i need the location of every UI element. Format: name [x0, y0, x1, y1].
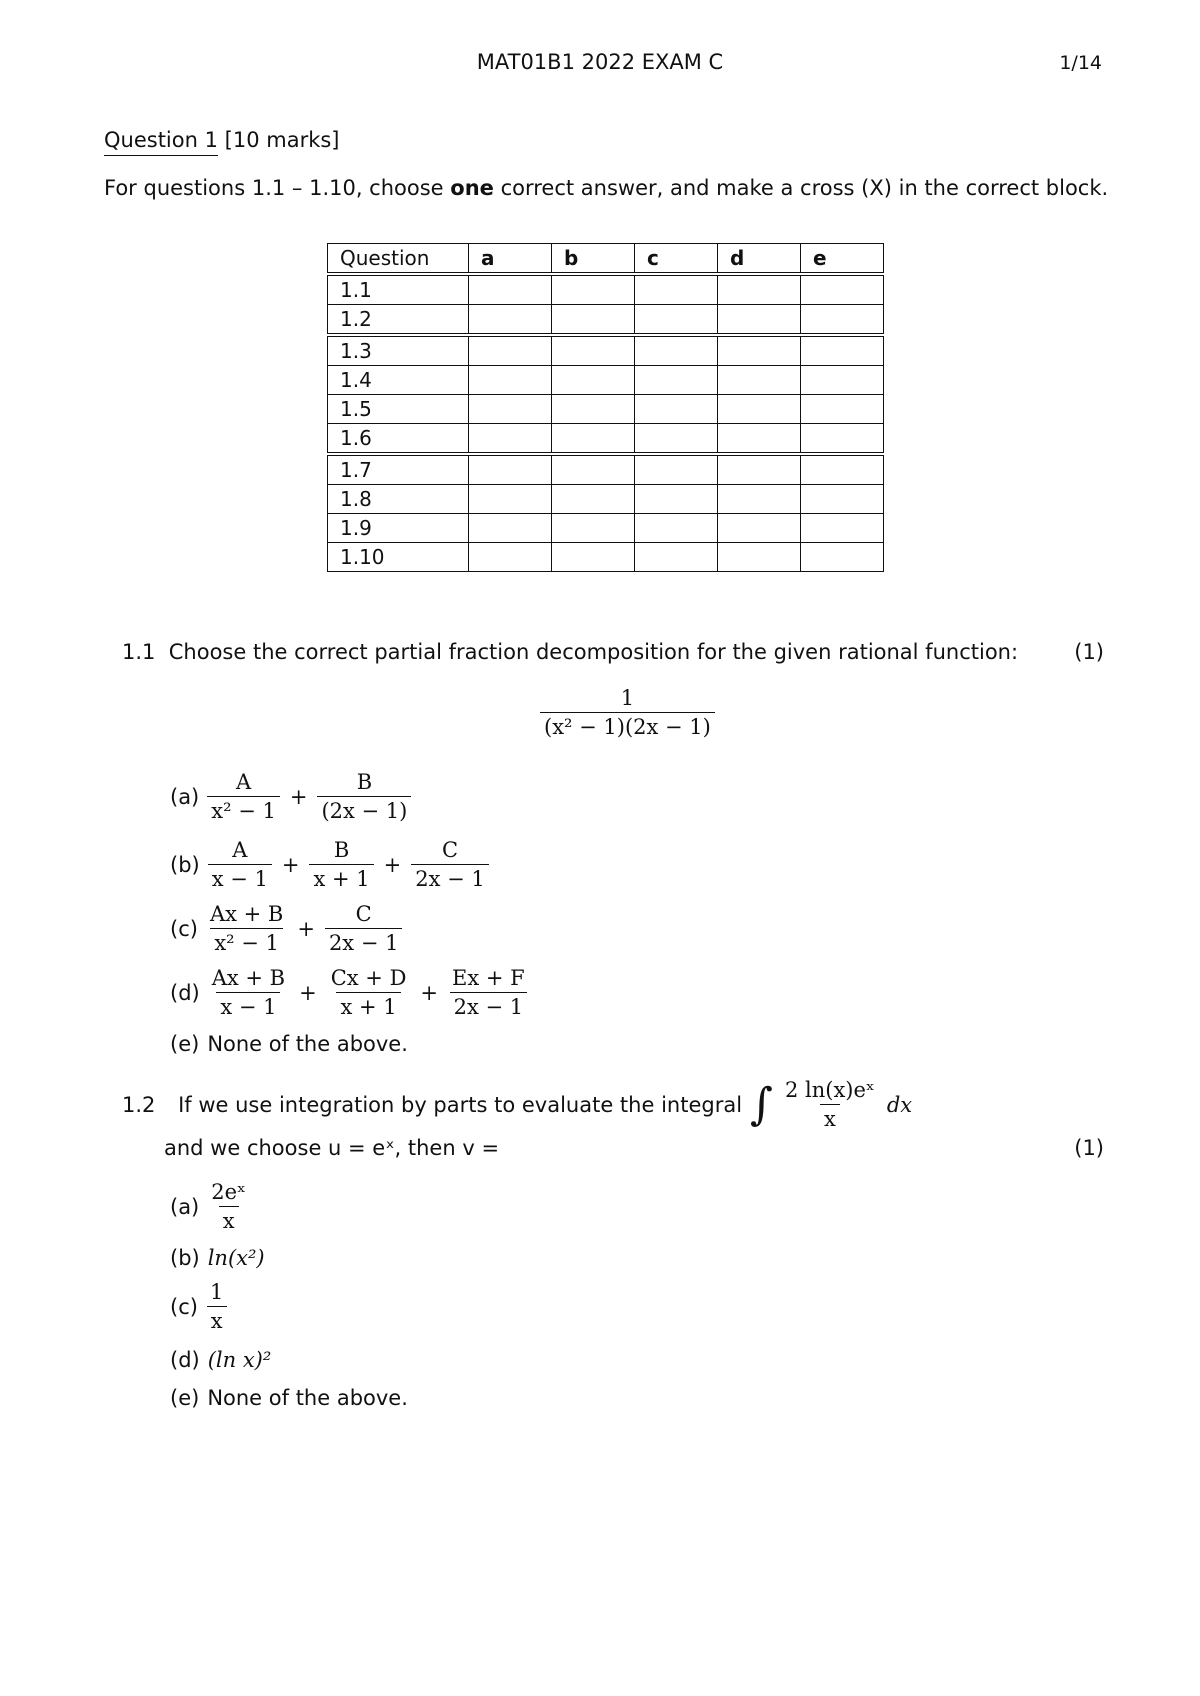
option-label: (e)	[170, 1032, 200, 1056]
answer-cell[interactable]	[718, 485, 801, 514]
fraction	[206, 902, 287, 955]
answer-cell[interactable]	[469, 543, 552, 572]
answer-cell[interactable]	[635, 424, 718, 455]
answer-cell[interactable]	[469, 454, 552, 485]
answer-cell[interactable]	[801, 543, 884, 572]
fraction-numerator: 2 ln(x)eˣ	[784, 1078, 875, 1102]
fraction	[317, 770, 411, 823]
answer-cell[interactable]	[552, 274, 635, 305]
plus-sign: +	[420, 980, 439, 1005]
answer-row	[328, 424, 884, 455]
fraction-numerator: B	[356, 770, 373, 794]
fraction-numerator: C	[441, 838, 459, 862]
fraction-denominator: x² − 1	[210, 928, 283, 955]
fraction	[207, 1180, 250, 1233]
q1-1-option-e[interactable]	[170, 1032, 408, 1056]
fraction	[309, 838, 373, 891]
q1-2-marks: (1)	[1074, 1136, 1104, 1160]
answer-cell[interactable]	[718, 454, 801, 485]
instruction-text	[104, 176, 1108, 200]
integral-sign: ∫	[750, 1078, 773, 1130]
answer-cell[interactable]	[718, 335, 801, 366]
option-text: (ln x)²	[207, 1348, 272, 1372]
fraction-numerator: 2eˣ	[211, 1180, 246, 1204]
plus-sign: +	[299, 980, 317, 1005]
q1-2-option-e[interactable]	[170, 1386, 408, 1410]
fraction-denominator: 2x − 1	[450, 992, 528, 1019]
answer-cell[interactable]	[801, 454, 884, 485]
answer-grid-header	[328, 244, 884, 275]
row-label: 1.9	[328, 514, 469, 543]
fraction-numerator: A	[235, 770, 252, 794]
answer-cell[interactable]	[552, 335, 635, 366]
answer-cell[interactable]	[801, 514, 884, 543]
fraction-denominator: x² − 1	[207, 796, 280, 823]
option-label: (b)	[170, 852, 200, 877]
plus-sign: +	[289, 784, 308, 809]
row-label: 1.4	[328, 366, 469, 395]
answer-cell[interactable]	[718, 274, 801, 305]
answer-cell[interactable]	[718, 395, 801, 424]
row-label: 1.6	[328, 424, 469, 455]
question-marks: [10 marks]	[224, 128, 340, 152]
q1-2-option-d[interactable]	[170, 1348, 271, 1372]
q1-2-line2: and we choose u = eˣ, then v =	[164, 1136, 500, 1160]
answer-cell[interactable]	[552, 305, 635, 336]
row-label: 1.8	[328, 485, 469, 514]
answer-cell[interactable]	[552, 485, 635, 514]
answer-row	[328, 274, 884, 305]
answer-cell[interactable]	[718, 514, 801, 543]
q1-1-number: 1.1	[122, 640, 156, 664]
answer-cell[interactable]	[801, 305, 884, 336]
fraction	[327, 966, 411, 1019]
option-text: None of the above.	[207, 1386, 408, 1410]
option-label: (d)	[170, 980, 200, 1005]
answer-cell[interactable]	[469, 305, 552, 336]
answer-cell[interactable]	[635, 514, 718, 543]
row-label: 1.7	[328, 454, 469, 485]
answer-cell[interactable]	[552, 454, 635, 485]
answer-cell[interactable]	[469, 514, 552, 543]
answer-cell[interactable]	[552, 424, 635, 455]
fraction-numerator: B	[333, 838, 350, 862]
row-label: 1.10	[328, 543, 469, 572]
question-heading	[104, 128, 340, 152]
fraction-numerator: 1	[209, 1280, 224, 1304]
answer-cell[interactable]	[635, 366, 718, 395]
fraction-denominator: x + 1	[336, 992, 400, 1019]
answer-cell[interactable]	[718, 424, 801, 455]
q1-1-option-d[interactable]	[170, 966, 529, 1019]
answer-row	[328, 543, 884, 572]
fraction	[208, 966, 289, 1019]
plus-sign: +	[297, 916, 315, 941]
instruction-bold: one	[450, 176, 494, 200]
answer-grid	[327, 243, 884, 572]
fraction-denominator: x	[207, 1306, 227, 1333]
option-label: (c)	[170, 1294, 198, 1319]
answer-cell[interactable]	[635, 395, 718, 424]
q1-2-option-c[interactable]	[170, 1280, 227, 1333]
q1-1-expression	[540, 686, 715, 739]
answer-row	[328, 395, 884, 424]
fraction	[325, 902, 403, 955]
header-c: c	[635, 244, 718, 275]
answer-cell[interactable]	[718, 543, 801, 572]
fraction-numerator: Cx + D	[330, 966, 407, 990]
page-number: 1/14	[1059, 52, 1102, 74]
option-label: (d)	[170, 1348, 200, 1372]
fraction	[207, 770, 280, 823]
option-label: (a)	[170, 1194, 200, 1219]
fraction-denominator: x − 1	[216, 992, 280, 1019]
page-header-title: MAT01B1 2022 EXAM C	[476, 50, 724, 74]
answer-row	[328, 485, 884, 514]
answer-cell[interactable]	[552, 395, 635, 424]
fraction	[208, 838, 272, 891]
answer-cell[interactable]	[635, 485, 718, 514]
fraction	[448, 966, 529, 1019]
fraction-denominator: 2x − 1	[325, 928, 403, 955]
q1-2-text: If we use integration by parts to evaluate the integral	[178, 1092, 743, 1117]
answer-cell[interactable]	[801, 274, 884, 305]
fraction-denominator: 2x − 1	[411, 864, 489, 891]
row-label: 1.5	[328, 395, 469, 424]
option-label: (b)	[170, 1246, 200, 1270]
answer-cell[interactable]	[469, 485, 552, 514]
option-label: (a)	[170, 784, 200, 809]
integral-dx: dx	[886, 1092, 913, 1117]
row-label: 1.1	[328, 274, 469, 305]
fraction-denominator: x	[219, 1206, 239, 1233]
instruction-post: correct answer, and make a cross (X) in the correct block.	[493, 176, 1109, 200]
header-d: d	[718, 244, 801, 275]
header-e: e	[801, 244, 884, 275]
row-label: 1.3	[328, 335, 469, 366]
q1-1-marks: (1)	[1074, 640, 1104, 664]
answer-cell[interactable]	[552, 543, 635, 572]
fraction-numerator: Ex + F	[452, 966, 525, 990]
question-label: Question 1	[104, 128, 218, 156]
header-b: b	[552, 244, 635, 275]
q1-2-number: 1.2	[122, 1092, 156, 1117]
answer-row	[328, 305, 884, 336]
option-label: (c)	[170, 916, 198, 941]
fraction-numerator: A	[232, 838, 248, 862]
answer-row	[328, 454, 884, 485]
row-label: 1.2	[328, 305, 469, 336]
answer-row	[328, 366, 884, 395]
fraction-denominator: x + 1	[309, 864, 373, 891]
answer-cell[interactable]	[469, 424, 552, 455]
answer-cell[interactable]	[635, 543, 718, 572]
option-label: (e)	[170, 1386, 200, 1410]
q1-1-option-a[interactable]	[170, 770, 411, 823]
answer-cell[interactable]	[552, 366, 635, 395]
answer-cell[interactable]	[801, 335, 884, 366]
plus-sign: +	[281, 852, 300, 877]
fraction-numerator: Ax + B	[209, 902, 284, 926]
q1-2-option-a[interactable]	[170, 1180, 250, 1233]
option-text: None of the above.	[207, 1032, 408, 1056]
answer-cell[interactable]	[635, 274, 718, 305]
plus-sign: +	[383, 852, 402, 877]
fraction-denominator: (2x − 1)	[317, 796, 411, 823]
option-text: ln(x²)	[207, 1246, 265, 1270]
fraction-numerator: Ax + B	[211, 966, 286, 990]
q1-1-option-b[interactable]	[170, 838, 489, 891]
header-a: a	[469, 244, 552, 275]
answer-cell[interactable]	[635, 335, 718, 366]
q1-1-option-c[interactable]	[170, 902, 402, 955]
fraction-denominator: x − 1	[208, 864, 272, 891]
answer-cell[interactable]	[635, 454, 718, 485]
answer-cell[interactable]	[801, 395, 884, 424]
q1-2-stem	[122, 1078, 912, 1131]
fraction-denominator: x	[820, 1104, 840, 1131]
fraction-numerator: 1	[620, 686, 635, 710]
fraction	[411, 838, 489, 891]
answer-cell[interactable]	[718, 305, 801, 336]
answer-cell[interactable]	[635, 305, 718, 336]
answer-row	[328, 335, 884, 366]
fraction	[206, 1280, 227, 1333]
q1-1-stem	[122, 640, 1018, 664]
fraction	[540, 686, 715, 739]
q1-2-option-b[interactable]	[170, 1246, 265, 1270]
instruction-pre: For questions 1.1 – 1.10, choose	[104, 176, 451, 200]
fraction	[781, 1078, 879, 1131]
answer-cell[interactable]	[469, 366, 552, 395]
q1-1-text: Choose the correct partial fraction decomposition for the given rational function:	[168, 640, 1019, 664]
answer-cell[interactable]	[469, 335, 552, 366]
fraction-numerator: C	[355, 902, 372, 926]
fraction-denominator: (x² − 1)(2x − 1)	[540, 712, 715, 739]
answer-cell[interactable]	[469, 395, 552, 424]
answer-cell[interactable]	[801, 424, 884, 455]
answer-cell[interactable]	[469, 274, 552, 305]
answer-cell[interactable]	[801, 485, 884, 514]
answer-cell[interactable]	[718, 366, 801, 395]
answer-cell[interactable]	[552, 514, 635, 543]
answer-cell[interactable]	[801, 366, 884, 395]
header-question: Question	[328, 244, 469, 275]
answer-row	[328, 514, 884, 543]
